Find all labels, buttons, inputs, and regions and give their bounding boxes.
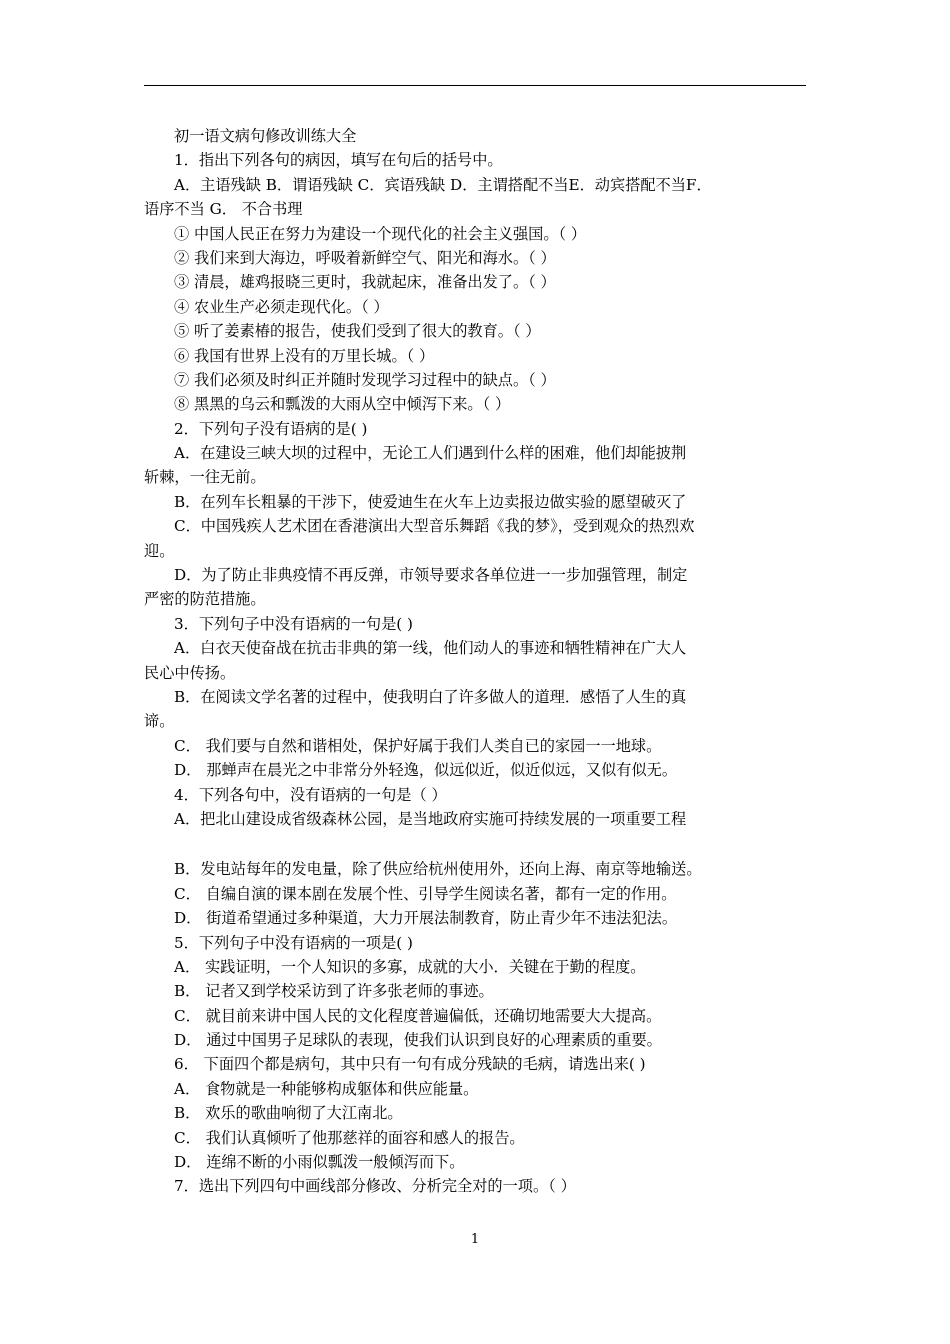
text-line: 迎。 bbox=[144, 541, 175, 560]
text-line: ① 中国人民正在努力为建设一个现代化的社会主义强国。（ ） bbox=[174, 224, 587, 243]
header-rule bbox=[144, 85, 806, 86]
text-line: 谛。 bbox=[144, 712, 175, 731]
text-line: 7．选出下列四句中画线部分修改、分析完全对的一项。（ ） bbox=[174, 1177, 576, 1196]
text-line: D． 那蝉声在晨光之中非常分外轻逸，似远似近，似近似远，又似有似无。 bbox=[174, 761, 678, 780]
text-line: B．在阅读文学名著的过程中，使我明白了许多做人的道理．感悟了人生的真 bbox=[174, 687, 687, 706]
document-body bbox=[144, 124, 806, 1199]
text-line: ⑧ 黑黑的乌云和瓢泼的大雨从空中倾泻下来。（ ） bbox=[174, 395, 511, 414]
text-line: 民心中传扬。 bbox=[144, 663, 236, 682]
text-line: D．为了防止非典疫情不再反弹，市领导要求各单位进一一步加强管理，制定 bbox=[174, 566, 688, 585]
text-line: 3．下列句子中没有语病的一句是( ) bbox=[174, 614, 413, 633]
text-line: 语序不当 G． 不合书理 bbox=[144, 200, 303, 219]
text-line: ④ 农业生产必须走现代化。（ ） bbox=[174, 297, 389, 316]
text-line: ⑤ 听了姜素椿的报告，使我们受到了很大的教育。（ ） bbox=[174, 322, 541, 341]
text-line: 斩棘，一往无前。 bbox=[144, 468, 266, 487]
text-line: B． 欢乐的歌曲响彻了大江南北。 bbox=[174, 1104, 403, 1123]
text-line: B． 记者又到学校采访到了许多张老师的事迹。 bbox=[174, 982, 494, 1001]
text-line: C． 我们要与自然和谐相处，保护好属于我们人类自已的家园一一地球。 bbox=[174, 736, 662, 755]
text-line: D． 通过中国男子足球队的表现，使我们认识到良好的心理素质的重要。 bbox=[174, 1031, 662, 1050]
text-line: D． 街道希望通过多种渠道，大力开展法制教育，防止青少年不违法犯法。 bbox=[174, 909, 678, 928]
text-line: 6． 下面四个都是病句，其中只有一句有成分残缺的毛病，请选出来( ) bbox=[174, 1055, 646, 1074]
text-line: 1．指出下列各句的病因，填写在句后的括号中。 bbox=[174, 151, 503, 170]
text-line: C． 我们认真倾听了他那慈祥的面容和感人的报告。 bbox=[174, 1128, 525, 1147]
text-line: 4．下列各句中，没有语病的一句是（ ） bbox=[174, 785, 447, 804]
text-line: ⑥ 我国有世界上没有的万里长城。（ ） bbox=[174, 346, 435, 365]
text-line: C．中国残疾人艺术团在香港演出大型音乐舞蹈《我的梦》，受到观众的热烈欢 bbox=[174, 517, 695, 536]
text-line: A．在建设三峡大坝的过程中，无论工人们遇到什么样的困难，他们却能披荆 bbox=[174, 444, 687, 463]
text-line: B．发电站每年的发电量，除了供应给杭州使用外，还向上海、南京等地输送。 bbox=[174, 860, 702, 879]
text-line: A．把北山建设成省级森林公园，是当地政府实施可持续发展的一项重要工程 bbox=[174, 809, 687, 828]
document-title: 初一语文病句修改训练大全 bbox=[174, 127, 357, 145]
text-line: C． 就目前来讲中国人民的文化程度普遍偏低，还确切地需要大大提高。 bbox=[174, 1006, 662, 1025]
text-line: C． 自编自演的课本剧在发展个性、引导学生阅读名著，都有一定的作用。 bbox=[174, 884, 677, 903]
text-line: A．白衣天使奋战在抗击非典的第一线，他们动人的事迹和牺牲精神在广大人 bbox=[174, 639, 687, 658]
page-number: 1 bbox=[470, 1232, 480, 1247]
text-line: A． 食物就是一种能够构成躯体和供应能量。 bbox=[174, 1079, 479, 1098]
text-line: 严密的防范措施。 bbox=[144, 590, 266, 609]
text-line: D． 连绵不断的小雨似瓢泼一般倾泻而下。 bbox=[174, 1153, 465, 1172]
text-line: A．主语残缺 B．谓语残缺 C．宾语残缺 D．主谓搭配不当E．动宾搭配不当F． bbox=[174, 175, 712, 194]
text-line: ⑦ 我们必须及时纠正并随时发现学习过程中的缺点。（ ） bbox=[174, 370, 556, 389]
text-line: A． 实践证明，一个人知识的多寡，成就的大小．关键在于勤的程度。 bbox=[174, 957, 646, 976]
text-line: ② 我们来到大海边，呼吸着新鲜空气、阳光和海水。（ ） bbox=[174, 248, 556, 267]
text-line: B．在列车长粗暴的干涉下，使爱迪生在火车上边卖报边做实验的愿望破灭了 bbox=[174, 492, 687, 511]
text-line: ③ 清晨，雄鸡报晓三更时，我就起床，准备出发了。（ ） bbox=[174, 273, 556, 292]
blank-line bbox=[144, 831, 806, 857]
text-line: 2．下列句子没有语病的是( ) bbox=[174, 419, 368, 438]
text-line: 5．下列句子中没有语病的一项是( ) bbox=[174, 933, 413, 952]
